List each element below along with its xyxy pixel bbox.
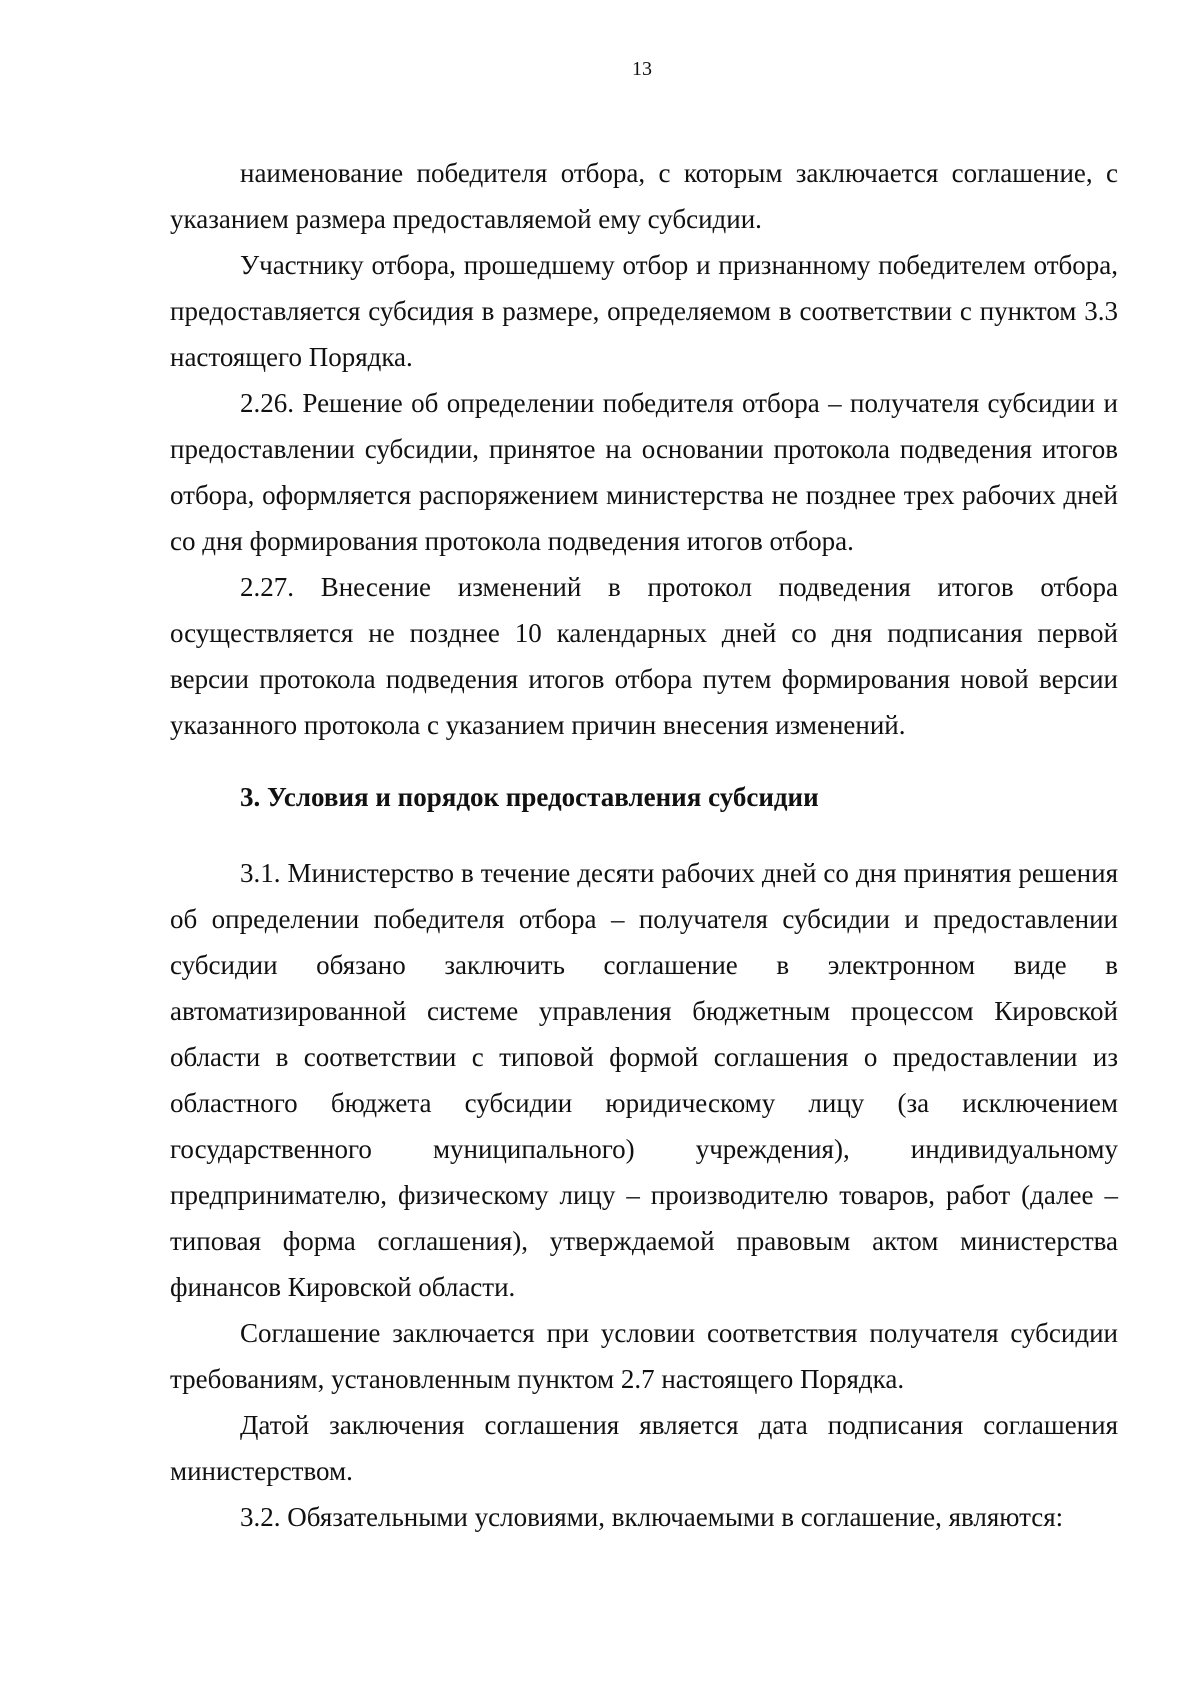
page-number: 13 <box>632 58 652 80</box>
paragraph-2-27: 2.27. Внесение изменений в протокол подведения итогов отбора осуществляется не позднее 10 календарных дней со дня подписания первой версии протокола подведения итогов отбора путем формирования новой версии указанного протокола с указанием причин внесения изменений. <box>170 572 1118 740</box>
document-body <box>170 150 1118 1540</box>
paragraph-agreement-date: Датой заключения соглашения является дата подписания соглашения министерством. <box>170 1410 1118 1486</box>
paragraph-participant-subsidy: Участнику отбора, прошедшему отбор и признанному победителем отбора, предоставляется субсидия в размере, определяемом в соответствии с пунктом 3.3 настоящего Порядка. <box>170 250 1118 372</box>
paragraph-3-1: 3.1. Министерство в течение десяти рабочих дней со дня принятия решения об определении победителя отбора – получателя субсидии и предоставлении субсидии обязано заключить соглашение в электронном виде в автоматизированной системе управления бюджетным процессом Кировской области в соответствии с типовой формой соглашения о предоставлении из областного бюджета субсидии юридическому лицу (за исключением государственного муниципального) учреждения), индивидуальному предпринимателю, физическому лицу – производителю товаров, работ (далее – типовая форма соглашения), утверждаемой правовым актом министерства финансов Кировской области. <box>170 858 1118 1302</box>
paragraph-2-26: 2.26. Решение об определении победителя отбора – получателя субсидии и предоставлении субсидии, принятое на основании протокола подведения итогов отбора, оформляется распоряжением министерства не позднее трех рабочих дней со дня формирования протокола подведения итогов отбора. <box>170 388 1118 556</box>
paragraph-winner-name: наименование победителя отбора, с которым заключается соглашение, с указанием размера предоставляемой ему субсидии. <box>170 158 1118 234</box>
section-heading-3: 3. Условия и порядок предоставления субсидии <box>240 782 819 812</box>
paragraph-3-2: 3.2. Обязательными условиями, включаемыми в соглашение, являются: <box>240 1502 1064 1532</box>
paragraph-agreement-condition: Соглашение заключается при условии соответствия получателя субсидии требованиям, установленным пунктом 2.7 настоящего Порядка. <box>170 1318 1118 1394</box>
